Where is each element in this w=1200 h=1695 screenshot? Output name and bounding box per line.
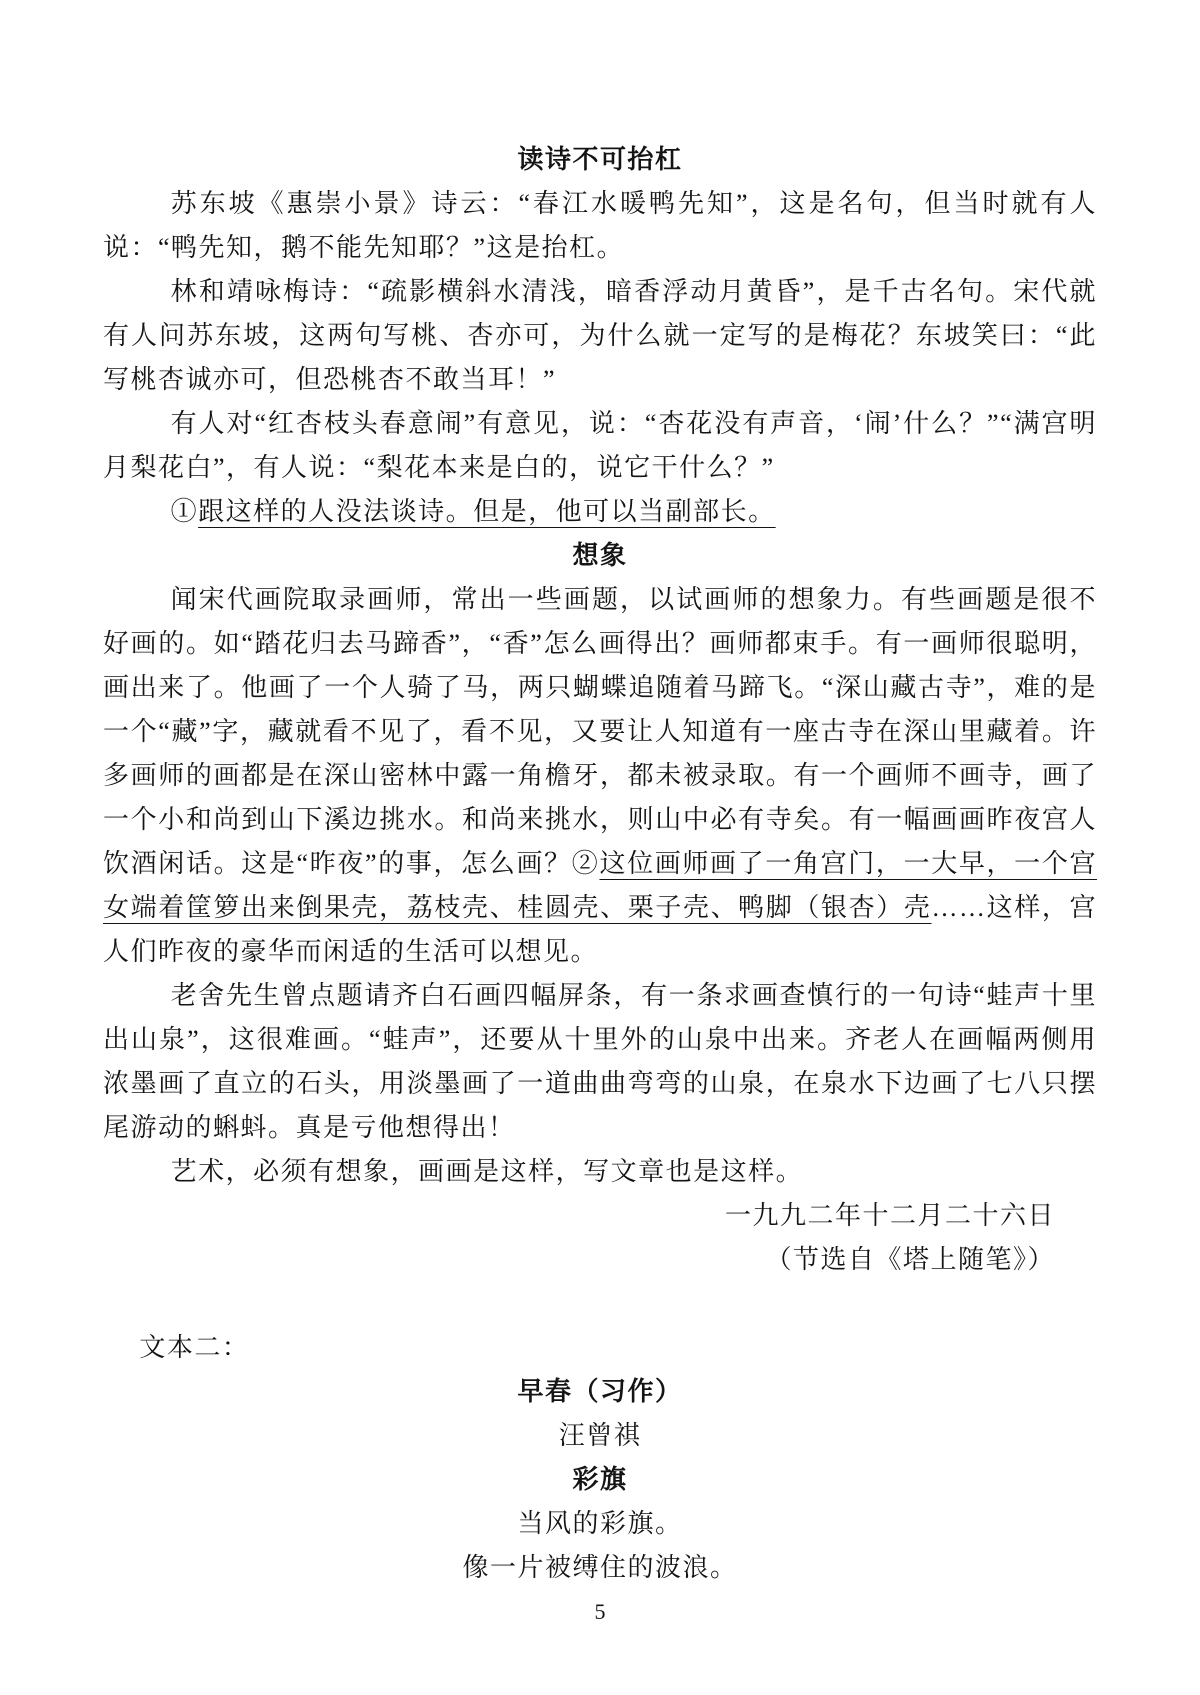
text-segment: 有人对“红杏枝头春意闹”有意见，说：“杏花没有声音，‘闹’什么？”“满宫明月梨花白”，有人说：“梨花本来是白的，说它干什么？” [103,409,1097,482]
text-segment: 早春（习作） [517,1377,683,1406]
poem-line-2 [103,1546,1097,1590]
text-segment: 当风的彩旗。 [517,1509,683,1538]
text-segment: 汪曾祺 [558,1421,642,1450]
text-segment: ① [170,497,199,526]
date-line [103,1194,1097,1238]
source-line [103,1238,1097,1282]
text-segment: 想象 [572,541,628,570]
essay2-paragraph-3 [103,1150,1097,1194]
essay1-paragraph-1 [103,182,1097,270]
text-segment: 老舍先生曾点题请齐白石画四幅屏条，有一条求画查慎行的一句诗“蛙声十里出山泉”，这很难画。“蛙声”，还要从十里外的山泉中出来。齐老人在画幅两侧用浓墨画了直立的石头，用淡墨画了一道曲曲弯弯的山泉，在泉水下边画了七八只摆尾游动的蝌蚪。真是亏他想得出！ [103,981,1097,1142]
text-segment: 闻宋代画院取录画师，常出一些画题，以试画师的想象力。有些画题是很不好画的。如“踏花归去马蹄香”，“香”怎么画得出？画师都束手。有一画师很聪明，画出来了。他画了一个人骑了马，两只蝴蝶追随着马蹄飞。“深山藏古寺”，难的是一个“藏”字，藏就看不见了，看不见，又要让人知道有一座古寺在深山里藏着。许多画师的画都是在深山密林中露一角檐牙，都未被录取。有一个画师不画寺，画了一个小和尚到山下溪边挑水。和尚来挑水，则山中必有寺矣。有一幅画画昨夜宫人饮酒闲话。这是“昨夜”的事，怎么画？② [103,585,1097,878]
essay2-paragraph-1 [103,578,1097,974]
document-body [103,138,1097,1590]
text-segment: 文本二： [139,1333,250,1362]
essay2-title [103,534,1097,578]
poem-section-title [103,1458,1097,1502]
essay2-paragraph-2 [103,974,1097,1150]
page-number: 5 [594,1599,606,1624]
essay1-paragraph-4-underlined-1 [103,490,1097,534]
section-gap [103,1282,1097,1326]
poem-line-1 [103,1502,1097,1546]
text-segment: 读诗不可抬杠 [517,145,683,174]
essay1-title [103,138,1097,182]
text-segment: 像一片被缚住的波浪。 [462,1553,738,1582]
underlined-segment: 跟这样的人没法谈诗。但是，他可以当副部长。 [198,497,776,526]
text2-label [103,1326,1097,1370]
text-segment: 一九九二年十二月二十六日 [724,1201,1055,1230]
poem-author [103,1414,1097,1458]
poem-title [103,1370,1097,1414]
text-segment: 彩旗 [572,1465,628,1494]
text-segment: 林和靖咏梅诗：“疏影横斜水清浅，暗香浮动月黄昏”，是千古名句。宋代就有人问苏东坡，这两句写桃、杏亦可，为什么就一定写的是梅花？东坡笑曰：“此写桃杏诚亦可，但恐桃杏不敢当耳！” [103,277,1097,394]
text-segment: 艺术，必须有想象，画画是这样，写文章也是这样。 [170,1157,804,1186]
text-segment: 苏东坡《惠崇小景》诗云：“春江水暖鸭先知”，这是名句，但当时就有人说：“鸭先知，鹅不能先知耶？”这是抬杠。 [103,189,1097,262]
essay1-paragraph-3 [103,402,1097,490]
text-segment: ……这样，宫人们昨夜的豪华而闲适的生活可以想见。 [103,893,1097,966]
essay1-paragraph-2 [103,270,1097,402]
underlined-segment: 这位画师画了一角宫门，一大早，一个宫女端着筐箩出来倒果壳，荔枝壳、桂圆壳、栗子壳、鸭脚（银杏）壳 [103,849,1097,922]
text-segment: （节选自《塔上随笔》） [765,1245,1055,1274]
